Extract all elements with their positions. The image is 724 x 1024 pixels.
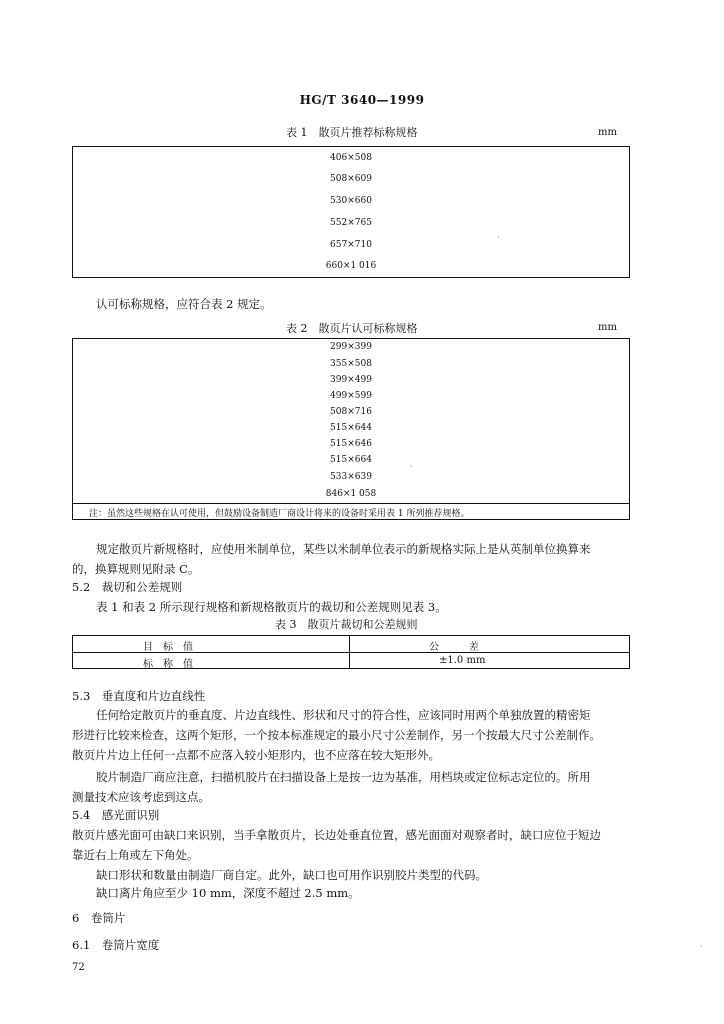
table2-intro: 认可标称规格，应符合表 2 规定。	[96, 297, 272, 311]
table2	[72, 338, 630, 520]
table1-row: 657×710	[330, 240, 372, 250]
table3-cell-target: 标 称 值	[143, 659, 193, 670]
table2-row: 508×716	[330, 407, 372, 417]
table2-row: 355×508	[330, 359, 372, 369]
table2-unit: mm	[598, 322, 617, 333]
table2-row: 499×599	[330, 391, 372, 401]
paragraph-line: 散页片感光面可由缺口来识别，当手拿散页片，长边处垂直位置，感光面面对观察者时，缺口应位于短边	[72, 828, 601, 842]
scan-speck: ·	[497, 233, 500, 242]
table2-note-divider	[73, 503, 629, 504]
table1-unit: mm	[598, 127, 617, 138]
table2-row: 399×499	[330, 375, 372, 385]
table2-row: 515×664	[330, 455, 372, 465]
table1-row: 660×1 016	[325, 261, 377, 271]
table2-caption: 表 2 散页片认可标称规格	[286, 322, 418, 335]
paragraph-line: 的，换算规则见附录 C。	[72, 562, 200, 576]
table3-cell-tolerance: ±1.0 mm	[439, 655, 486, 666]
paragraph-line: 靠近右上角或左下角处。	[72, 848, 199, 862]
table2-row: 515×644	[330, 423, 372, 433]
table1-row: 406×508	[330, 153, 372, 163]
paragraph-line: 缺口形状和数量由制造厂商自定。此外，缺口也可用作识别胶片类型的代码。	[96, 868, 487, 882]
table3-head-target: 目 标 值	[143, 642, 193, 653]
paragraph-line: 缺口离片角应至少 10 mm，深度不超过 2.5 mm。	[96, 886, 360, 900]
section-6-1-title: 6.1 卷筒片宽度	[72, 938, 160, 952]
scan-speck: ·	[700, 942, 703, 951]
table1-row: 530×660	[330, 196, 372, 206]
table2-row: 515×646	[330, 439, 372, 449]
scan-speck: ·	[410, 462, 413, 471]
table2-note: 注：虽然这些规格在认可使用，但鼓励设备制造厂商设计将来的设备时采用表 1 所列推荐规格。	[89, 509, 470, 519]
paragraph-line: 散页片片边上任何一点都不应落入较小矩形内，也不应落在较大矩形外。	[72, 748, 440, 762]
table3	[72, 635, 630, 669]
paragraph-line: 测量技术应该考虑到这点。	[72, 790, 210, 804]
paragraph-line: 形进行比较来检查，这两个矩形，一个按本标准规定的最小尺寸公差制作，另一个按最大尺寸公差制作。	[72, 728, 601, 742]
section-5-4-title: 5.4 感光面识别	[72, 808, 160, 822]
page-number: 72	[72, 962, 85, 973]
table2-row: 299×399	[330, 342, 372, 352]
table1-caption: 表 1 散页片推荐标称规格	[286, 126, 418, 139]
table1-row: 552×765	[330, 218, 372, 228]
table3-caption: 表 3 散页片裁切和公差规则	[275, 618, 418, 631]
table1-row: 508×609	[330, 174, 372, 184]
table2-row: 533×639	[330, 472, 372, 482]
document-header: HG/T 3640—1999	[299, 93, 425, 107]
table3-head-tolerance: 公 差	[429, 642, 479, 653]
section-5-2-text: 表 1 和表 2 所示现行规格和新规格散页片的裁切和公差规则见表 3。	[96, 600, 447, 614]
section-5-3-title: 5.3 垂直度和片边直线性	[72, 689, 206, 703]
section-6-title: 6 卷筒片	[72, 911, 126, 925]
paragraph-line: 胶片制造厂商应注意，扫描机胶片在扫描设备上是按一边为基准，用档块或定位标志定位的。所用	[96, 770, 591, 784]
paragraph-line: 任何给定散页片的垂直度、片边直线性、形状和尺寸的符合性，应该同时用两个单独放置的精密矩	[96, 708, 591, 722]
table2-row: 846×1 058	[325, 489, 377, 499]
section-5-2-title: 5.2 裁切和公差规则	[72, 580, 183, 594]
table1	[72, 146, 630, 278]
paragraph-line: 规定散页片新规格时，应使用米制单位，某些以米制单位表示的新规格实际上是从英制单位换算来	[96, 542, 591, 556]
